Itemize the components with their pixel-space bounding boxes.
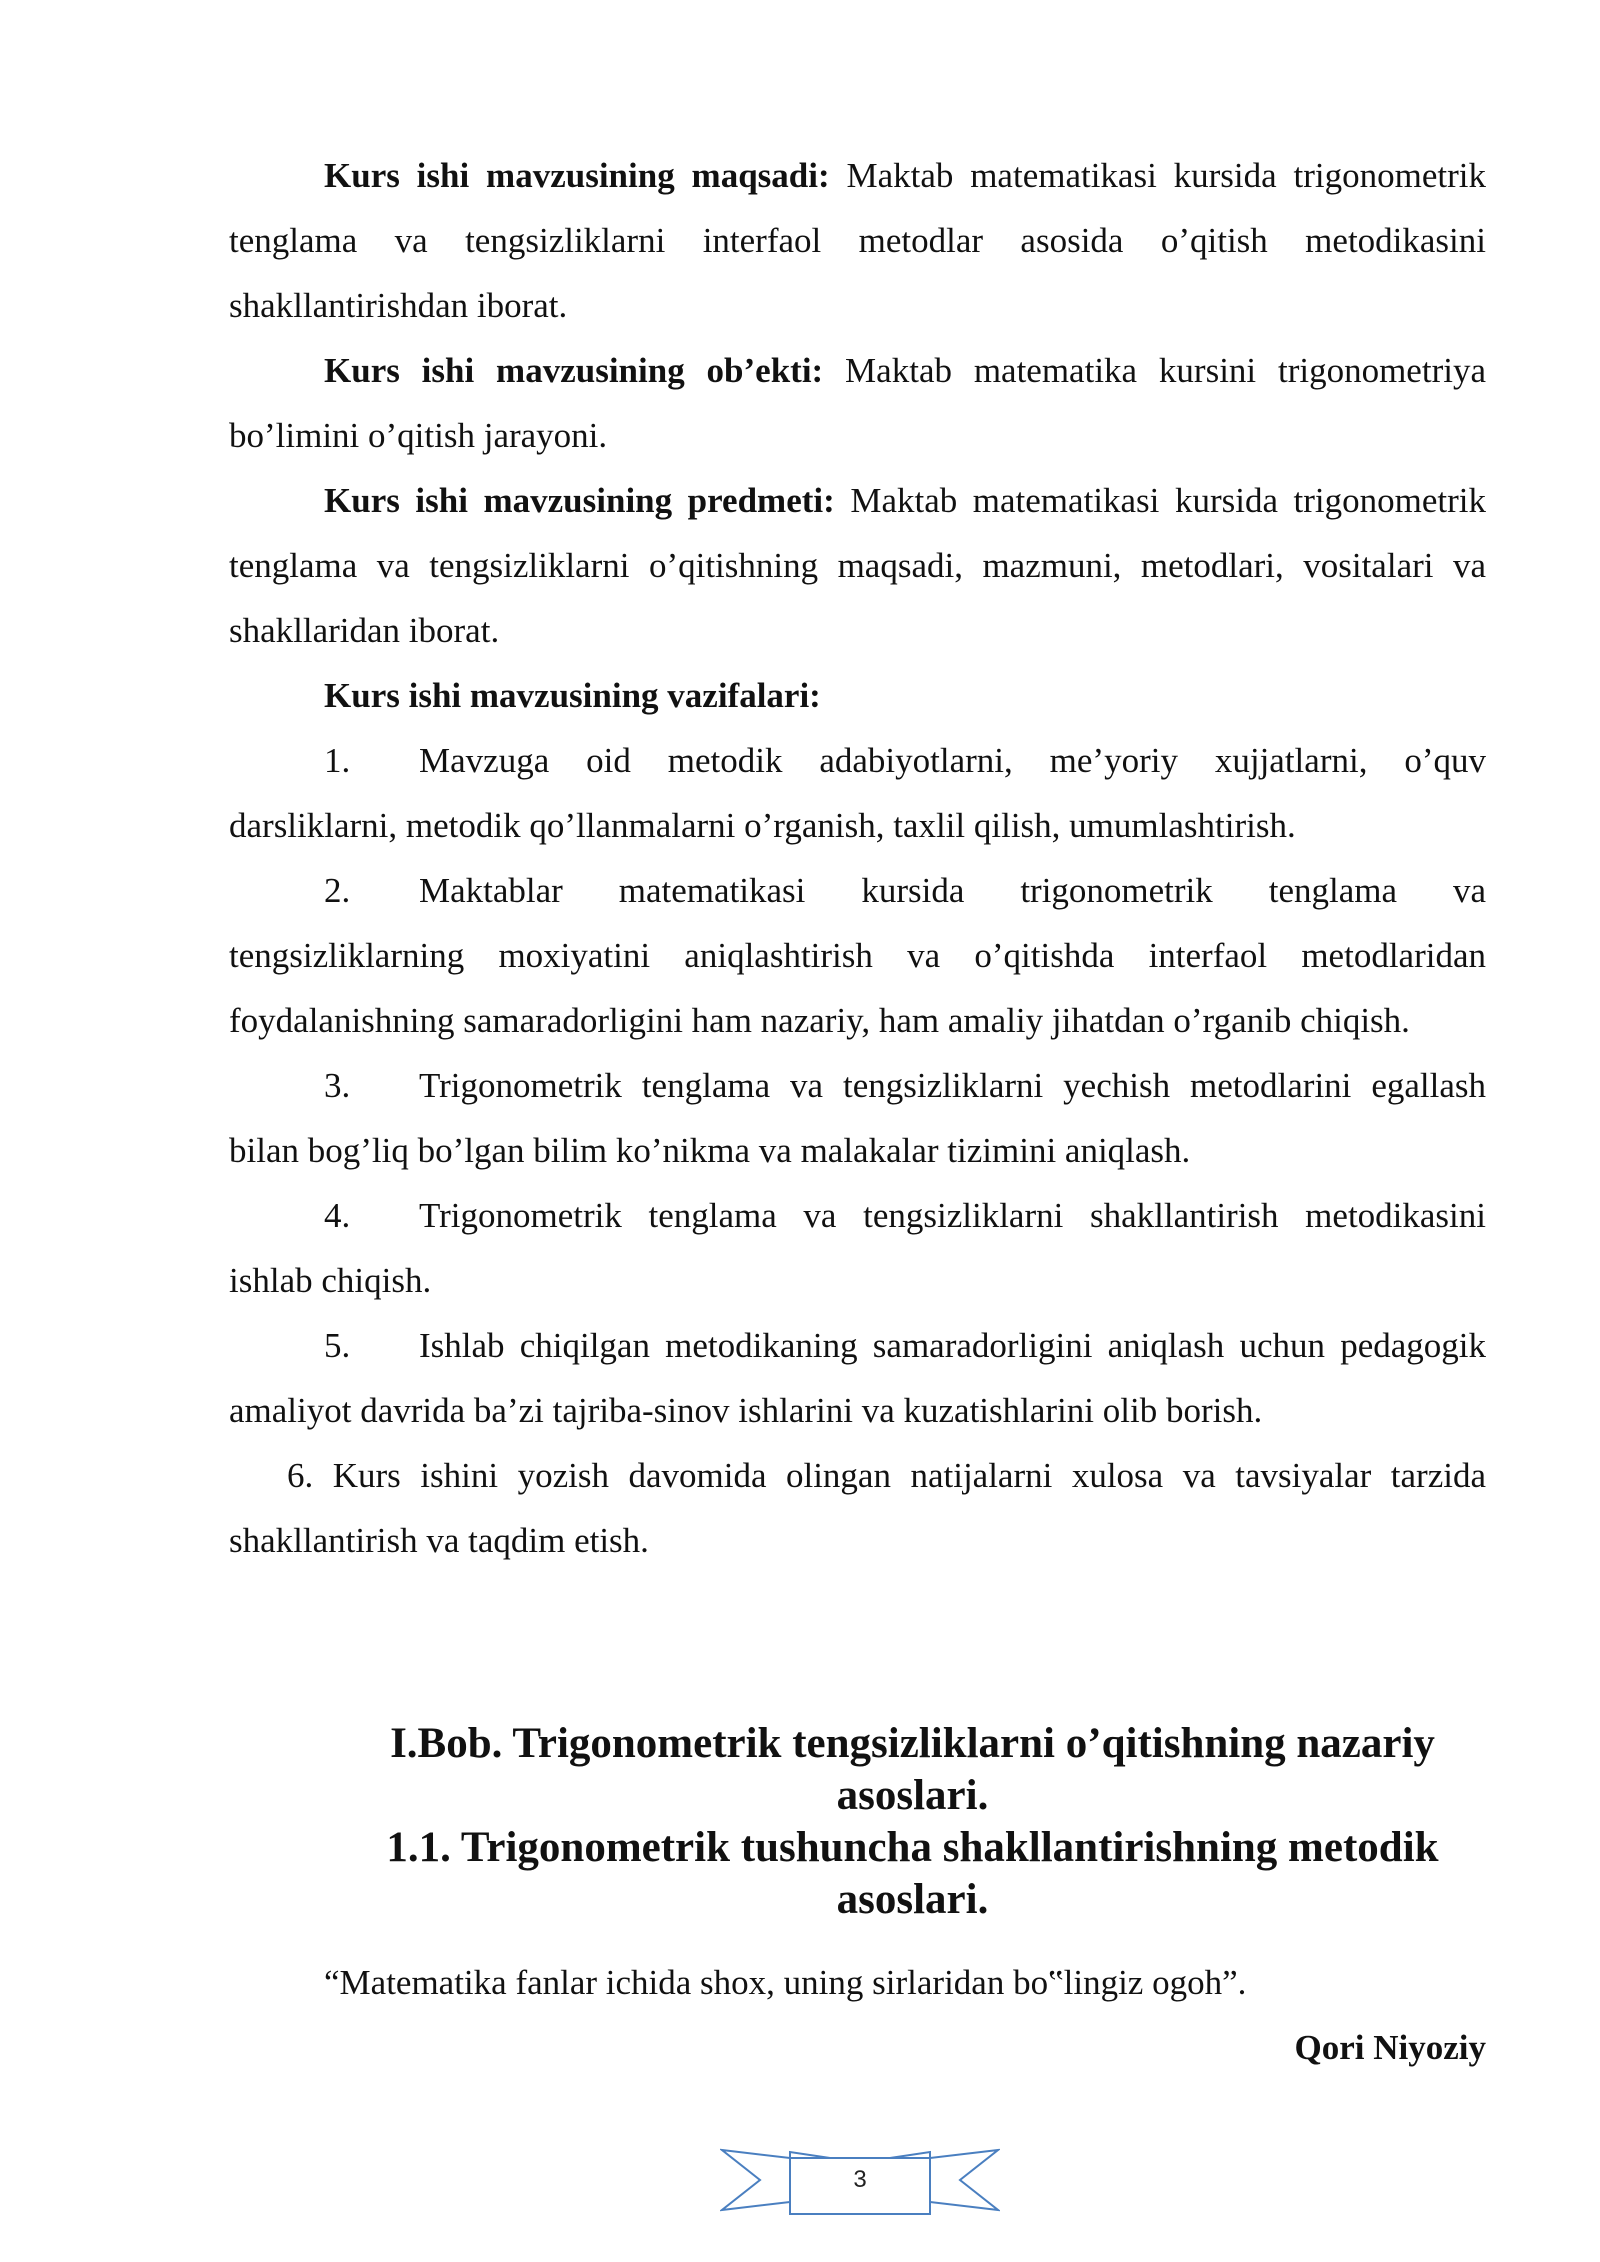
subject-paragraph	[229, 468, 1486, 663]
task-item	[229, 1053, 1486, 1183]
task-number: 6.	[287, 1456, 314, 1495]
chapter-title-line1: I.Bob. Trigonometrik tengsizliklarni o’qitishning nazariy	[390, 1720, 1435, 1767]
epigraph-quote: “Matematika fanlar ichida shox, uning sirlaridan bo‟lingiz ogoh”.	[324, 1963, 1247, 2002]
object-paragraph	[229, 338, 1486, 468]
goal-label: Kurs ishi mavzusining maqsadi:	[324, 156, 830, 195]
task-text: Maktablar matematikasi kursida trigonometrik tenglama va tengsizliklarning moxiyatini aniqlashtirish va o’qitishda interfaol metodlaridan foydalanishning samaradorligini ham nazariy, ham amaliy jihatdan o’rganib chiqish.	[229, 871, 1486, 1040]
object-text: Maktab matematika kursini trigonometriya bo’limini o’qitish jarayoni.	[229, 351, 1486, 455]
section-title-line2: asoslari.	[836, 1876, 989, 1923]
task-text: Trigonometrik tenglama va tengsizliklarni yechish metodlarini egallash bilan bog’liq bo’lgan bilim ko’nikma va malakalar tizimini aniqlash.	[229, 1066, 1486, 1170]
task-item	[229, 1183, 1486, 1313]
task-text: Mavzuga oid metodik adabiyotlarni, me’yoriy xujjatlarni, o’quv darsliklarni, metodik qo’llanmalarni o’rganish, taxlil qilish, umumlashtirish.	[229, 741, 1486, 845]
task-item	[229, 1443, 1486, 1573]
task-text: Ishlab chiqilgan metodikaning samaradorligini aniqlash uchun pedagogik amaliyot davrida ba’zi tajriba-sinov ishlarini va kuzatishlarini olib borish.	[229, 1326, 1486, 1430]
goal-text: Maktab matematikasi kursida trigonometrik tenglama va tengsizliklarni interfaol metodlar asosida o’qitish metodikasini shakllantirishdan iborat.	[229, 156, 1486, 325]
chapter-heading	[229, 1718, 1486, 1926]
section-title-line1: 1.1. Trigonometrik tushuncha shakllantirishning metodik	[386, 1824, 1439, 1871]
tasks-label: Kurs ishi mavzusining vazifalari:	[324, 676, 821, 715]
subject-label: Kurs ishi mavzusining predmeti:	[324, 481, 835, 520]
task-number: 4.	[324, 1196, 351, 1235]
page-number-ornament	[720, 2140, 1000, 2220]
body-text	[229, 143, 1486, 1573]
task-item	[229, 858, 1486, 1053]
task-number: 1.	[324, 741, 351, 780]
goal-paragraph	[229, 143, 1486, 338]
task-item	[229, 1313, 1486, 1443]
epigraph-author: Qori Niyoziy	[1294, 2028, 1486, 2067]
subject-text: Maktab matematikasi kursida trigonometrik tenglama va tengsizliklarni o’qitishning maqsadi, mazmuni, metodlari, vositalari va shakllaridan iborat.	[229, 481, 1486, 650]
task-item	[229, 728, 1486, 858]
task-text: Kurs ishini yozish davomida olingan natijalarni xulosa va tavsiyalar tarzida shakllantirish va taqdim etish.	[229, 1456, 1486, 1560]
tasks-heading	[229, 663, 1486, 728]
task-number: 3.	[324, 1066, 351, 1105]
task-text: Trigonometrik tenglama va tengsizliklarni shakllantirish metodikasini ishlab chiqish.	[229, 1196, 1486, 1300]
page-number: 3	[853, 2166, 867, 2193]
chapter-title-line2: asoslari.	[836, 1772, 989, 1819]
task-number: 2.	[324, 871, 351, 910]
object-label: Kurs ishi mavzusining ob’ekti:	[324, 351, 824, 390]
task-number: 5.	[324, 1326, 351, 1365]
